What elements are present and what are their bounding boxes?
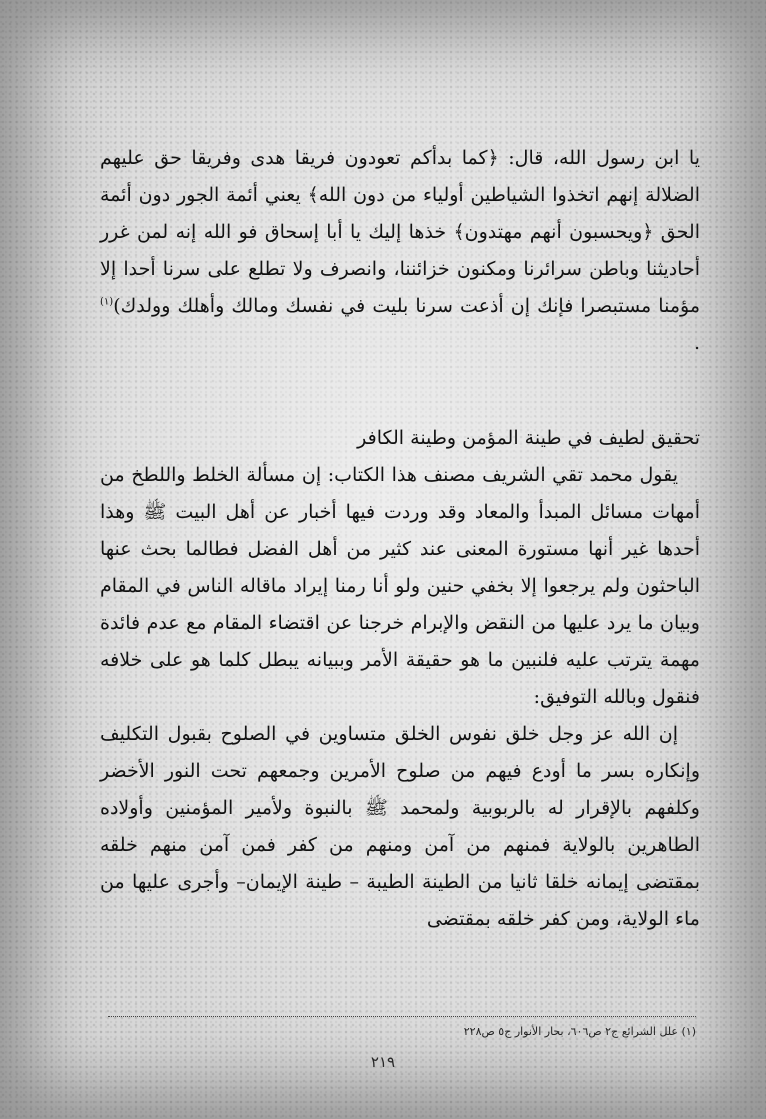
section-heading: تحقيق لطيف في طينة المؤمن وطينة الكافر [357, 427, 700, 449]
footnote-reference: (١) [100, 296, 114, 308]
paragraph-text: يا ابن رسول الله، قال: ﴿كما بدأكم تعودون فريقا هدى وفريقا حق عليهم الضلالة إنهم اتخذوا الشياطين أولياء من دون الله﴾ يعني أئمة الجور دون أئمة الحق ﴿ويحسبون أنهم مهتدون﴾ خذها إليك يا أبا إسحاق فو الله إنه لمن غرر أحاديثنا وباطن سرائرنا ومكنون خزائننا، وانصرف ولا تطلع على سرنا أحدا إلا مؤمنا مستبصرا فإنك إن أذعت سرنا بليت في نفسك ومالك وأهلك وولدك) [100, 147, 700, 317]
paragraph [100, 140, 700, 362]
paragraph-end: . [693, 332, 700, 354]
footnote-divider [108, 1016, 696, 1017]
footnote: (١) علل الشرائع ج٢ ص٦٠٦، بحار الأنوار ج٥ ص٢٢٨ [463, 1025, 696, 1038]
paragraph: يقول محمد تقي الشريف مصنف هذا الكتاب: إن مسألة الخلط واللطخ من أمهات مسائل المبدأ والمعاد وقد وردت فيها أخبار عن أهل البيت ﷺ وهذا أحدها غير أنها مستورة المعنى عند كثير من أهل الفضل فطالما بحث عنها الباحثون ولم يرجعوا إلا بخفي حنين ولو أنا رمنا إيراد ماقاله الناس في المقام وبيان ما يرد عليها من النقض والإبرام خرجنا عن اقتضاء المقام مع عدم فائدة مهمة يترتب عليه فلنبين ما هو حقيقة الأمر وببيانه يبطل كلما هو على خلافه فنقول وبالله التوفيق: [100, 464, 700, 708]
paragraph: إن الله عز وجل خلق نفوس الخلق متساوين في الصلوح بقبول التكليف وإنكاره بسر ما أودع فيهم من صلوح الأمرين وجمعهم تحت النور الأخضر وكلفهم بالإقرار له بالربوبية ولمحمد ﷺ بالنبوة ولأمير المؤمنين وأولاده الطاهرين بالولاية فمنهم من آمن ومنهم من كفر فمن آمن منهم خلقه بمقتضى إيمانه خلقا ثانيا من الطينة الطيبة – طينة الإيمان– وأجرى عليها من ماء الولاية، ومن كفر خلقه بمقتضى [100, 723, 700, 930]
page-body [100, 140, 700, 938]
page-number: ٢١٩ [370, 1053, 396, 1071]
